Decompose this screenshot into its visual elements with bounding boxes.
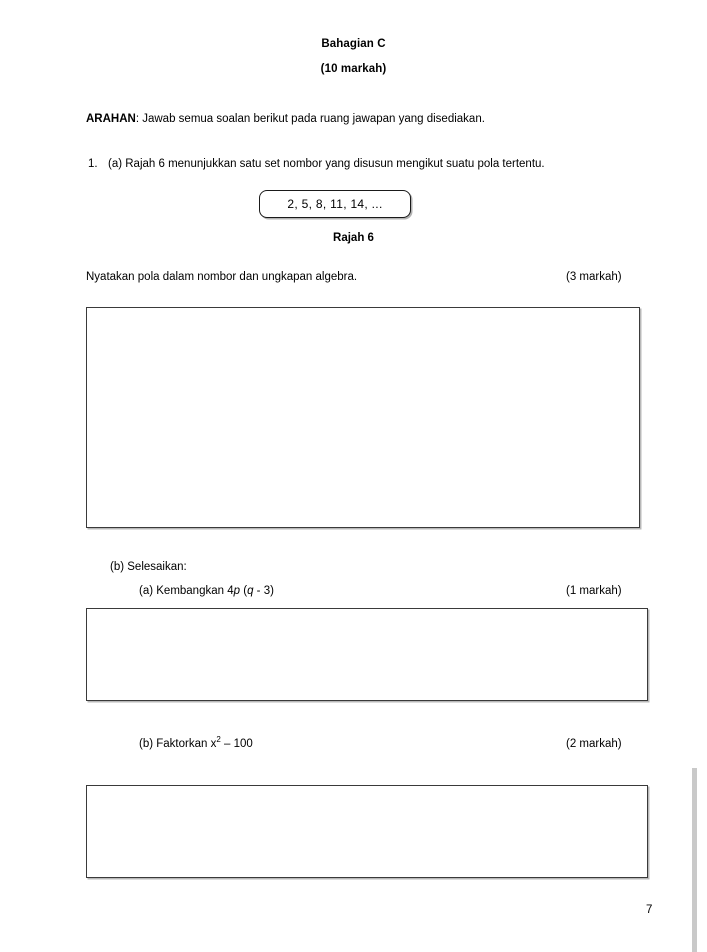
variable-p: p [233,585,241,597]
marks-allocation-1: (3 markah) [566,271,622,283]
figure-caption-rajah-6: Rajah 6 [333,232,374,244]
marks-allocation-2: (1 markah) [566,585,622,597]
answer-space-pattern[interactable] [86,307,640,528]
question-1b-sub-b-text [139,735,253,750]
expand-mid: ( [240,585,248,597]
section-marks-subtitle: (10 markah) [320,63,387,75]
instruction-line [86,113,485,125]
number-pattern-box [259,190,411,218]
question-1b-sub-a-text [139,585,274,597]
factorise-prefix: (b) Faktorkan x [139,738,217,750]
section-title: Bahagian C [321,38,386,50]
factorise-suffix: – 100 [220,738,253,750]
question-1-number: 1. [88,158,98,170]
page-edge-shadow [692,768,697,952]
variable-q: q [247,585,254,597]
instruction-text: : Jawab semua soalan berikut pada ruang jawapan yang disediakan. [135,113,485,125]
question-1b-label: (b) Selesaikan: [110,561,187,573]
exponent-two: 2 [216,735,221,745]
answer-space-expand[interactable] [86,608,648,701]
answer-space-factorise[interactable] [86,785,648,878]
expand-prefix: (a) Kembangkan 4 [139,585,234,597]
question-1a-text: (a) Rajah 6 menunjukkan satu set nombor yang disusun mengikut suatu pola tertentu. [108,158,545,170]
instruction-label: ARAHAN [86,113,136,125]
question-1a-prompt: Nyatakan pola dalam nombor dan ungkapan algebra. [86,271,358,283]
expand-suffix: - 3) [253,585,274,597]
number-pattern-values: 2, 5, 8, 11, 14, ... [287,197,383,211]
page-number: 7 [646,904,653,916]
marks-allocation-3: (2 markah) [566,738,622,750]
